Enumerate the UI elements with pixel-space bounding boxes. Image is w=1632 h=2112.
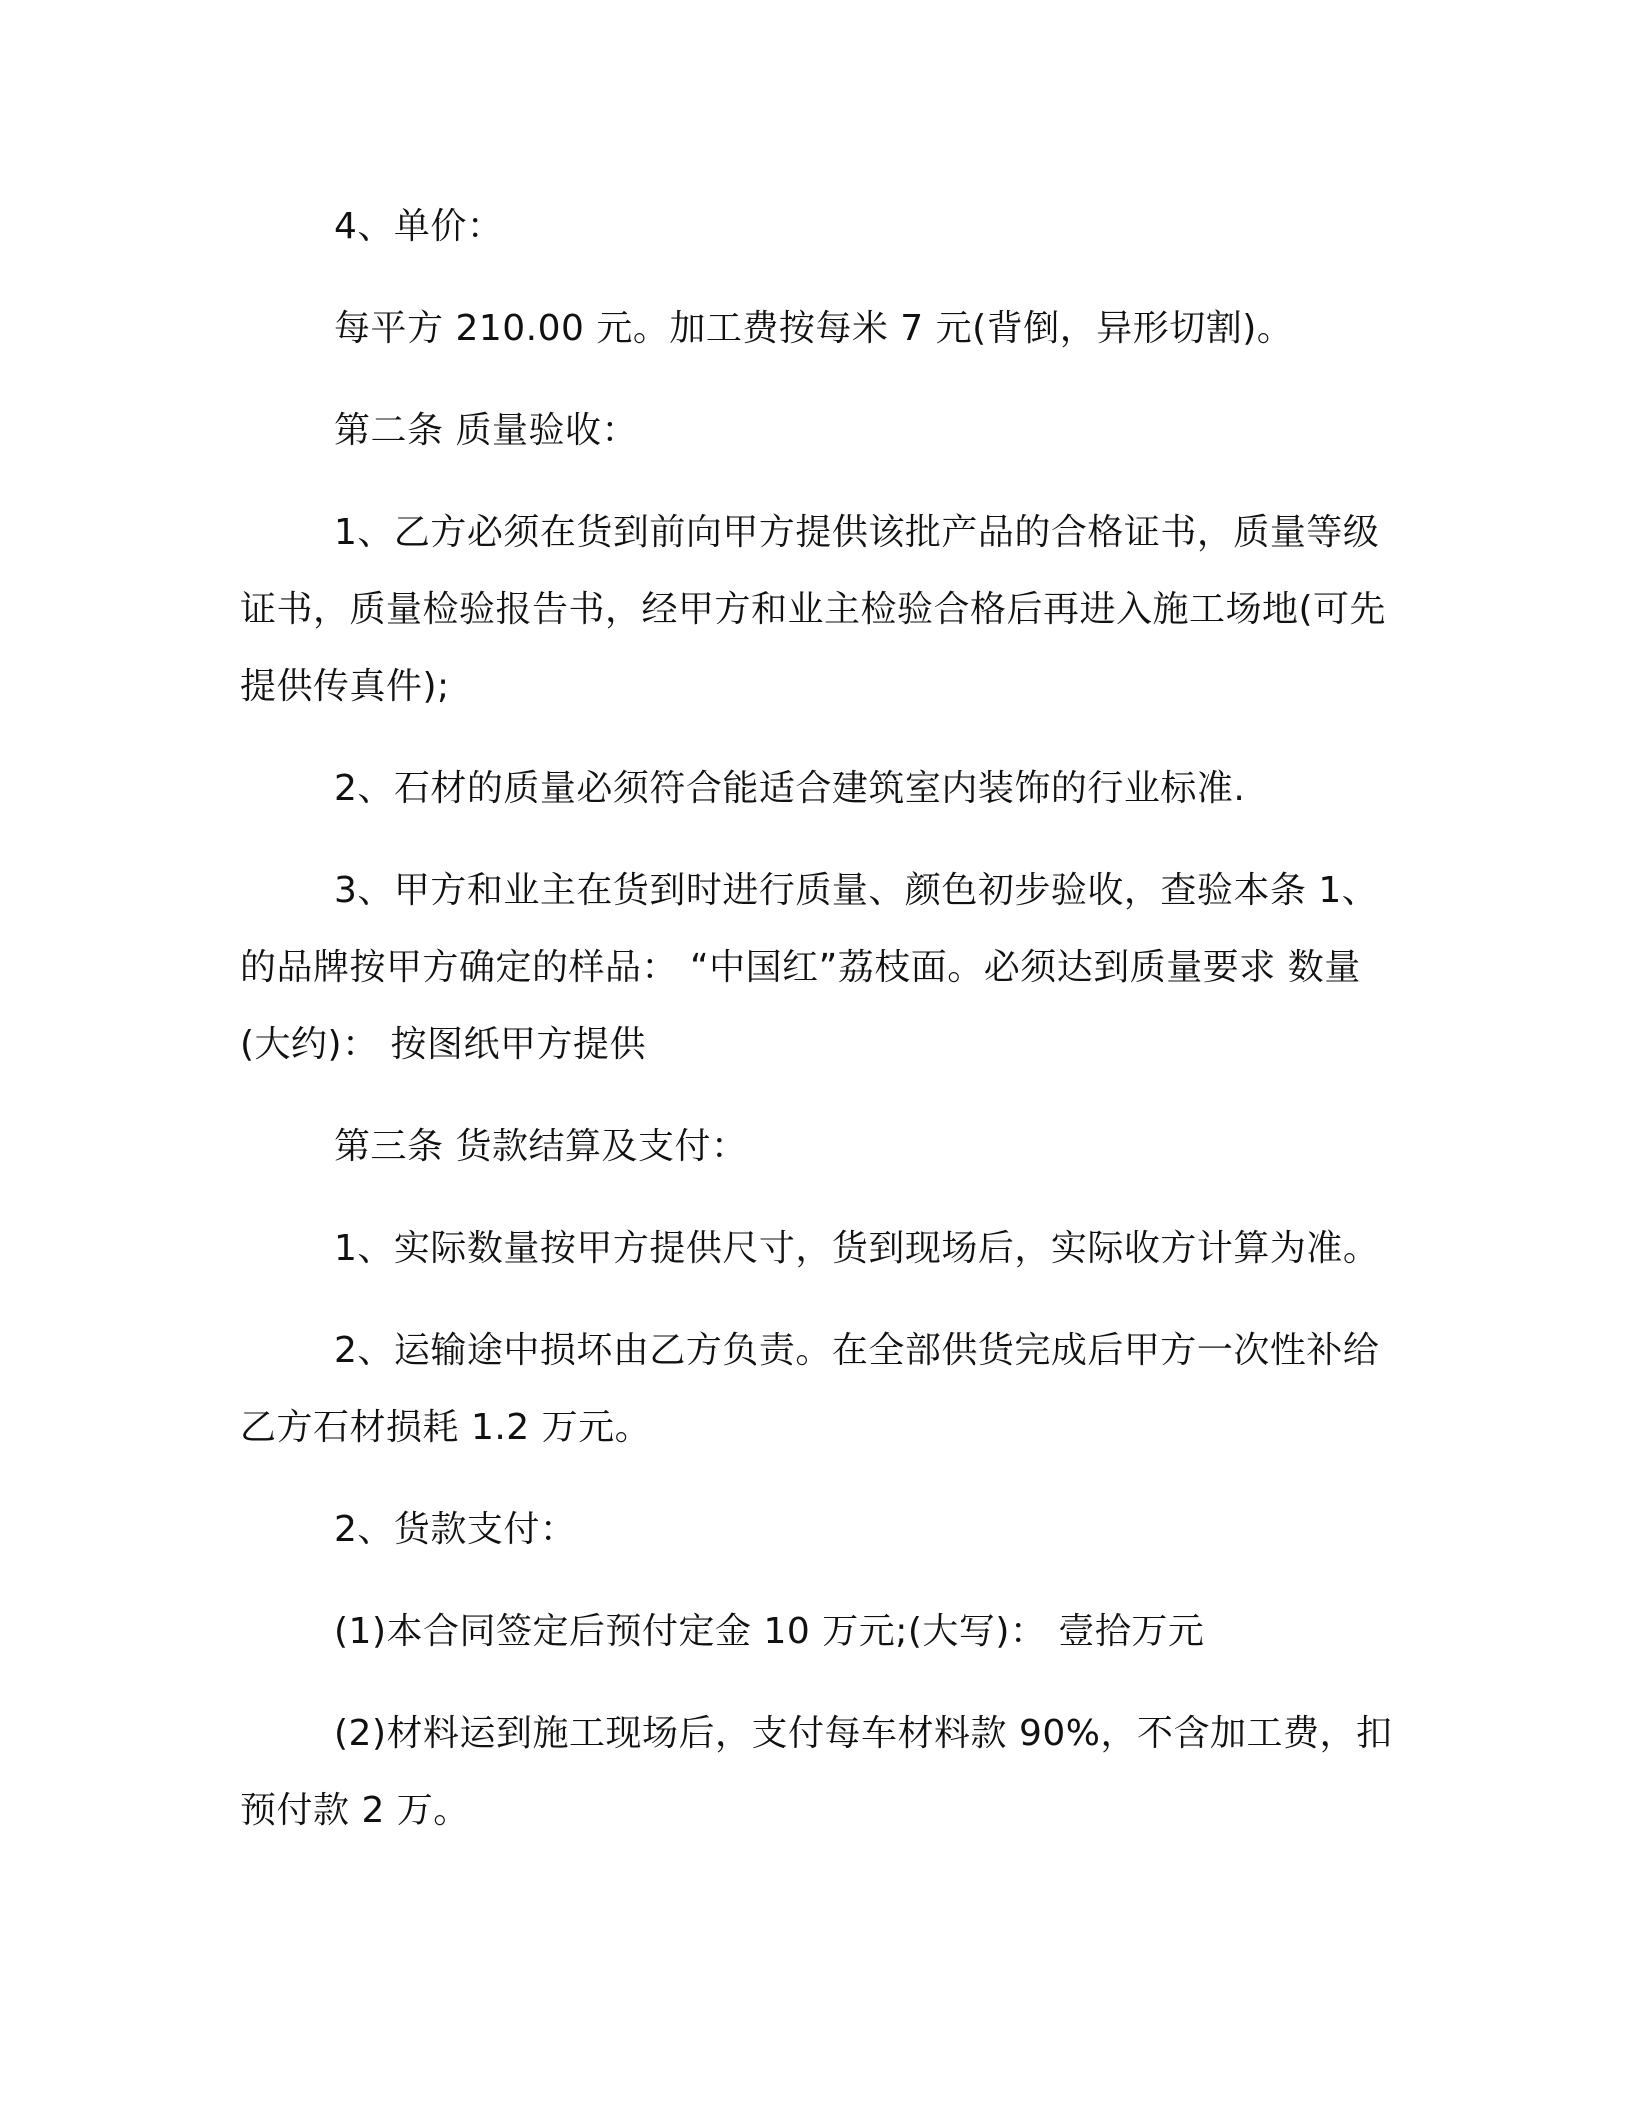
paragraph-article-two-heading: 第二条 质量验收： (334, 410, 638, 451)
paragraph-transport-damage: 2、运输途中损坏由乙方负责。在全部供货完成后甲方一次性补给乙方石材损耗 1.2 万元。 (240, 1330, 1380, 1448)
paragraph-article-three-heading: 第三条 货款结算及支付： (334, 1126, 748, 1167)
document-body (240, 188, 1396, 1849)
paragraph-quality-certificates: 1、乙方必须在货到前向甲方提供该批产品的合格证书，质量等级证书，质量检验报告书，经甲方和业主检验合格后再进入施工场地(可先提供传真件); (240, 512, 1387, 707)
paragraph-deposit: (1)本合同签定后预付定金 10 万元;(大写)： 壹拾万元 (334, 1611, 1205, 1652)
paragraph-unit-price: 每平方 210.00 元。加工费按每米 7 元(背倒，异形切割)。 (334, 308, 1294, 349)
paragraph-actual-quantity: 1、实际数量按甲方提供尺寸，货到现场后，实际收方计算为准。 (334, 1228, 1380, 1269)
paragraph-industry-standard: 2、石材的质量必须符合能适合建筑室内装饰的行业标准. (334, 768, 1246, 809)
paragraph-payment-heading: 2、货款支付： (334, 1509, 577, 1550)
paragraph-material-payment: (2)材料运到施工现场后，支付每车材料款 90%，不含加工费，扣预付款 2 万。 (240, 1713, 1393, 1831)
paragraph-unit-price-heading: 4、单价： (334, 206, 504, 247)
paragraph-inspection: 3、甲方和业主在货到时进行质量、颜色初步验收，查验本条 1、的品牌按甲方确定的样品： “中国红”荔枝面。必须达到质量要求 数量(大约)： 按图纸甲方提供 (240, 870, 1379, 1065)
